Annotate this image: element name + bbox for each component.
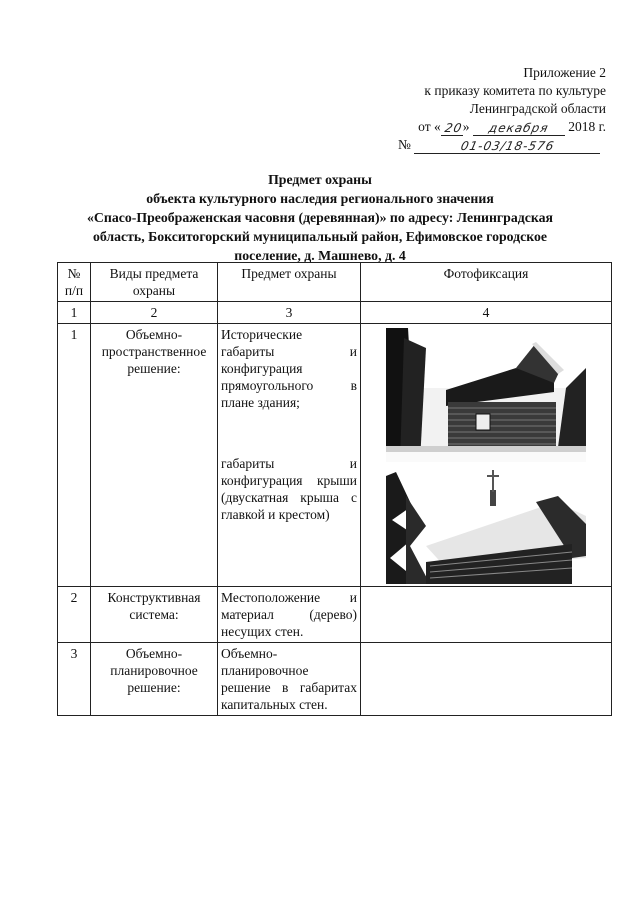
date-year: 2018 г. [568,119,606,134]
chapel-side-photo [386,328,586,462]
appendix-title: Приложение 2 [523,65,606,80]
header-subject: Предмет охраны [218,263,361,302]
index-cell: 1 [58,302,91,324]
header-type: Виды предмета охраны [91,263,218,302]
appendix-order: к приказу комитета по культуре [424,83,606,98]
table-row [58,587,612,643]
row-num: 3 [58,643,91,716]
row-type: Конструктивная система: [91,587,218,643]
number-handwritten: 01-03/18-576 [459,139,556,153]
protection-table [57,262,612,716]
table-index-row [58,302,612,324]
title-line-3: «Спасо-Преображенская часовня (деревянная)» по адресу: Ленинградская [87,210,553,225]
row-photo [361,643,612,716]
appendix-region: Ленинградской области [469,101,606,116]
title-line-1: Предмет охраны [268,172,372,187]
row-subject-a: Исторические габариты и конфигурация прямоугольного в плане здания; [221,327,357,410]
header-photo: Фотофиксация [361,263,612,302]
number-prefix: № [398,137,411,152]
row-subject: Местоположение и материал (дерево) несущих стен. [218,587,361,643]
row-photo [361,324,612,587]
row-num: 2 [58,587,91,643]
chapel-roof-photo [386,466,586,584]
date-prefix: от « [418,119,441,134]
title-line-2: объекта культурного наследия регионального значения [146,191,494,206]
row-subject [218,324,361,587]
row-photo [361,587,612,643]
document-title [60,170,580,265]
table-row [58,324,612,587]
index-cell: 3 [218,302,361,324]
row-type: Объемно-пространственное решение: [91,324,218,587]
row-type: Объемно-планировочное решение: [91,643,218,716]
appendix-block [346,64,606,154]
date-day-handwritten: 20 [443,121,465,135]
row-subject: Объемно-планировочное решение в габаритах капитальных стен. [218,643,361,716]
table-header-row [58,263,612,302]
date-mid: » [462,119,470,134]
index-cell: 4 [361,302,612,324]
date-month-handwritten: декабря [487,121,551,135]
row-subject-b: габариты и конфигурация крыши (двускатная крыша с главкой и крестом) [221,456,357,522]
title-line-4: область, Бокситогорский муниципальный район, Ефимовское городское [92,229,548,244]
row-num: 1 [58,324,91,587]
number-field [414,137,600,154]
table-row [58,643,612,716]
header-num: № п/п [58,263,91,302]
title-line-5: поселение, д. Машнево, д. 4 [234,248,406,263]
appendix-date [346,118,606,136]
index-cell: 2 [91,302,218,324]
date-day-field [441,119,463,136]
appendix-number [346,136,606,154]
date-month-field [473,119,565,136]
